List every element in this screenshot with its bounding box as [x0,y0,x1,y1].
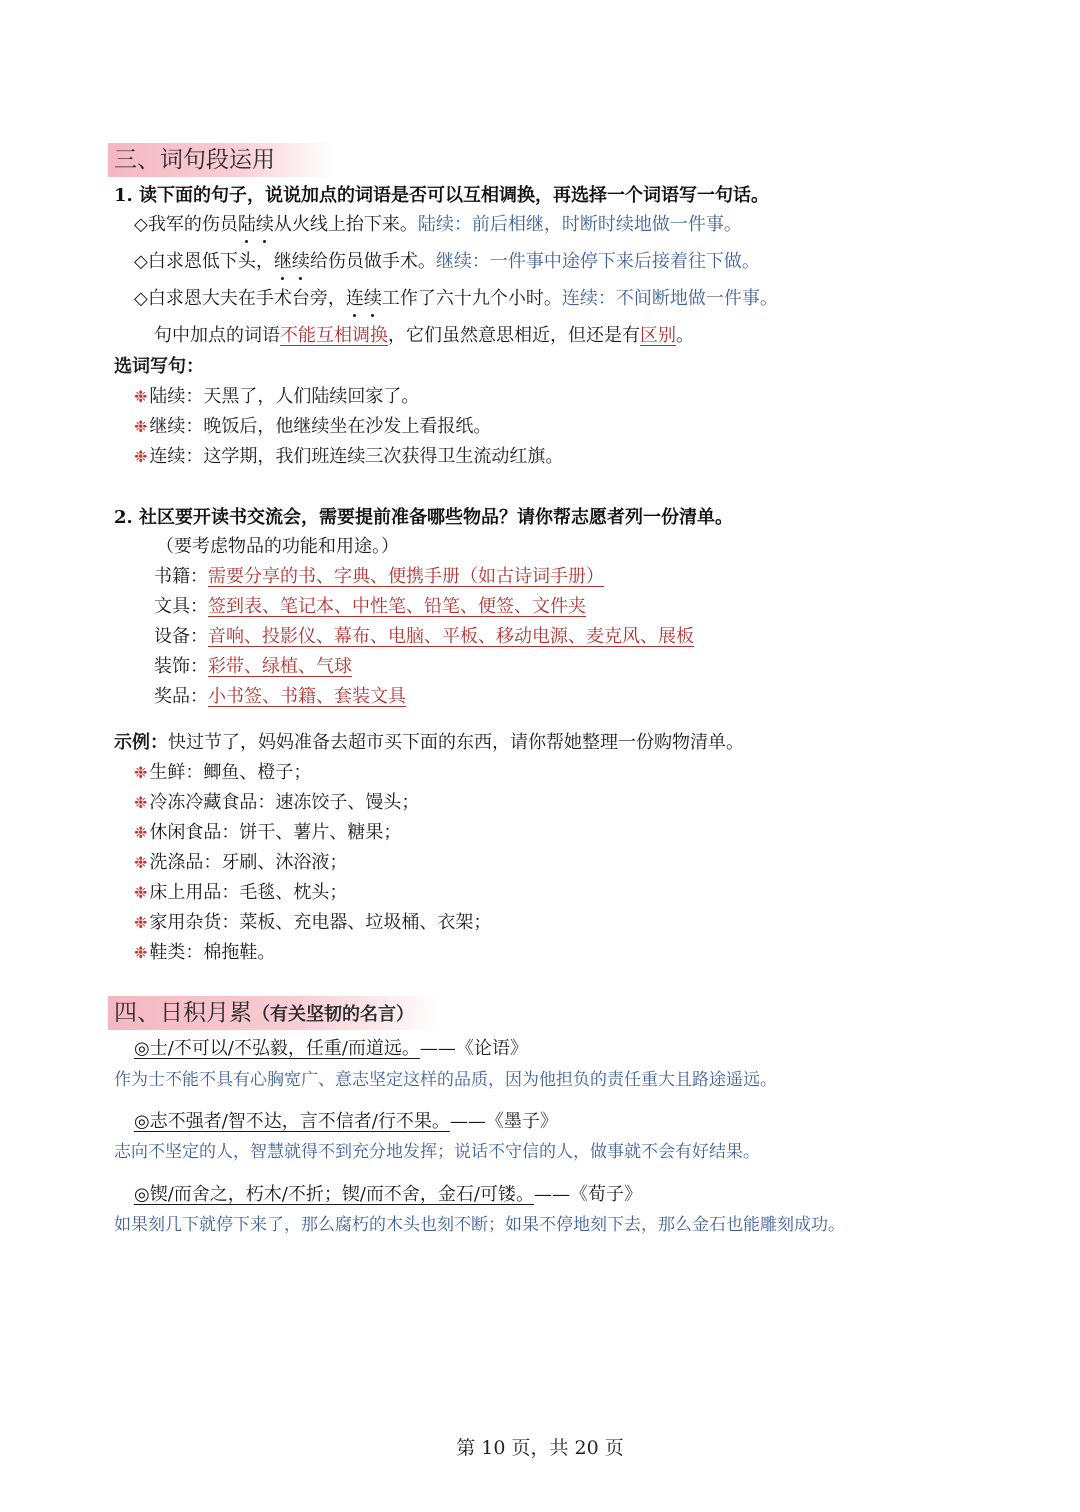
choose-example-1 [134,382,419,408]
choose-example-1-text: 陆续：天黑了，人们陆续回家了。 [149,386,420,407]
shopping-item-text: 家用杂货：菜板、充电器、垃圾桶、衣架； [149,912,492,933]
q1-sentence-3 [134,284,778,310]
q1-s1-note: 陆续：前后相继，时断时续地做一件事。 [417,214,742,235]
quote-1 [134,1034,528,1060]
example-text: 快过节了，妈妈准备去超市买下面的东西，请你帮她整理一份购物清单。 [168,732,744,753]
q2-item-decoration [154,652,352,678]
q1-conclusion-pre: 句中加点的词语 [154,325,280,346]
q2-hint: （要考虑物品的功能和用途。） [156,536,399,557]
q1-sentence-1 [134,210,742,236]
shopping-item-text: 生鲜：鲫鱼、橙子； [149,762,312,783]
quote-2-source: ——《墨子》 [449,1111,558,1132]
quote-1-source: ——《论语》 [419,1038,528,1059]
q1-sentence-2 [134,247,760,273]
shopping-item-text: 冷冻冷藏食品：速冻饺子、馒头； [149,792,420,813]
choose-example-3-text: 连续：这学期，我们班连续三次获得卫生流动红旗。 [149,446,564,467]
quote-3-translation: 如果刻几下就停下来了，那么腐朽的木头也刻不断；如果不停地刻下去，那么金石也能雕刻成功。 [114,1215,845,1235]
choose-example-2 [134,412,491,438]
choose-word-title: 选词写句： [114,356,204,377]
shopping-item [134,938,275,964]
shopping-item-text: 洗涤品：牙刷、沐浴液； [149,852,348,873]
flower-icon: ❉ [134,913,148,932]
q1-conclusion-answer-1: 不能互相调换 [280,325,388,346]
q2-item-value: 签到表、笔记本、中性笔、铅笔、便签、文件夹 [208,596,586,617]
flower-icon: ❉ [134,823,148,842]
shopping-item [134,818,401,844]
q2-item-value: 音响、投影仪、幕布、电脑、平板、移动电源、麦克风、展板 [208,626,694,647]
q2-item-value: 需要分享的书、字典、便携手册（如古诗词手册） [208,566,604,587]
flower-icon: ❉ [134,793,148,812]
q2-item-label: 设备： [154,626,208,647]
q2-item-label: 文具： [154,596,208,617]
section4-subtitle: （有关坚韧的名言） [252,1004,414,1025]
q2-item-label: 装饰： [154,656,208,677]
shopping-item-text: 鞋类：棉拖鞋。 [149,942,276,963]
q2-item-value: 彩带、绿植、气球 [208,656,352,677]
flower-icon: ❉ [134,883,148,902]
choose-example-2-text: 继续：晚饭后，他继续坐在沙发上看报纸。 [149,416,492,437]
q1-s3-pre: ◇白求恩大夫在手术台旁， [134,288,346,309]
q1-s3-note: 连续：不间断地做一件事。 [561,288,778,309]
section3-title [108,143,334,177]
q1-s2-post: 给伤员做手术。 [309,251,436,272]
q1-conclusion-post: 。 [676,325,694,346]
shopping-item [134,758,311,784]
q2-item-label: 书籍： [154,566,208,587]
shopping-item [134,908,491,934]
quote-3-source: ——《荀子》 [533,1184,642,1205]
flower-icon: ❉ [134,943,148,962]
quote-2-translation: 志向不坚定的人，智慧就得不到充分地发挥；说话不守信的人，做事就不会有好结果。 [114,1142,760,1162]
page-number: 第 10 页，共 20 页 [456,1437,624,1459]
section4-title [108,996,444,1030]
quote-2-text: ◎志不强者/智不达，言不信者/行不果。 [134,1111,450,1132]
choose-example-3 [134,442,563,468]
quote-2 [134,1107,558,1133]
example-intro [114,728,744,754]
flower-icon: ❉ [134,387,148,406]
quote-3 [134,1180,642,1206]
q1-s2-note: 继续：一件事中途停下来后接着往下做。 [435,251,760,272]
shopping-item [134,848,347,874]
q1-s2-pre: ◇白求恩低下头， [134,251,274,272]
q2-question: 2. 社区要开读书交流会，需要提前准备哪些物品？请你帮志愿者列一份清单。 [114,507,734,528]
q2-item-label: 奖品： [154,686,208,707]
q1-s2-dotted-2: 续 [292,247,310,273]
shopping-item [134,788,419,814]
example-title: 示例： [114,732,168,753]
quote-1-translation: 作为士不能不具有心胸宽广、意志坚定这样的品质，因为他担负的责任重大且路途遥远。 [114,1070,777,1090]
q1-question: 1. 读下面的句子，说说加点的词语是否可以互相调换，再选择一个词语写一句话。 [114,185,770,206]
q1-s3-post: 工作了六十九个小时。 [381,288,562,309]
q1-s1-post: 从火线上抬下来。 [273,214,418,235]
q1-s3-dotted-1: 连 [346,284,364,310]
section3-title-text: 三、词句段运用 [114,147,275,173]
q1-s1-dotted-2: 续 [256,210,274,236]
flower-icon: ❉ [134,853,148,872]
section4-title-text: 四、日积月累 [114,1000,252,1026]
flower-icon: ❉ [134,447,148,466]
q2-item-equipment [154,622,694,648]
quote-1-text: ◎士/不可以/不弘毅，任重/而道远。 [134,1038,420,1059]
quote-3-text: ◎锲/而舍之，朽木/不折；锲/而不舍，金石/可镂。 [134,1184,534,1205]
q2-item-stationery [154,592,586,618]
q2-item-books [154,562,604,588]
q1-s1-dotted-1: 陆 [238,210,256,236]
shopping-item [134,878,347,904]
q1-s2-dotted-1: 继 [274,247,292,273]
q1-s1-pre: ◇我军的伤员 [134,214,238,235]
flower-icon: ❉ [134,763,148,782]
q1-conclusion-answer-2: 区别 [640,325,676,346]
shopping-item-text: 床上用品：毛毯、枕头； [149,882,348,903]
shopping-item-text: 休闲食品：饼干、薯片、糖果； [149,822,402,843]
q1-conclusion-mid: ，它们虽然意思相近，但还是有 [388,325,640,346]
q1-conclusion [154,321,694,347]
q2-item-prizes [154,682,406,708]
q1-s3-dotted-2: 续 [364,284,382,310]
q2-item-value: 小书签、书籍、套装文具 [208,686,406,707]
flower-icon: ❉ [134,417,148,436]
